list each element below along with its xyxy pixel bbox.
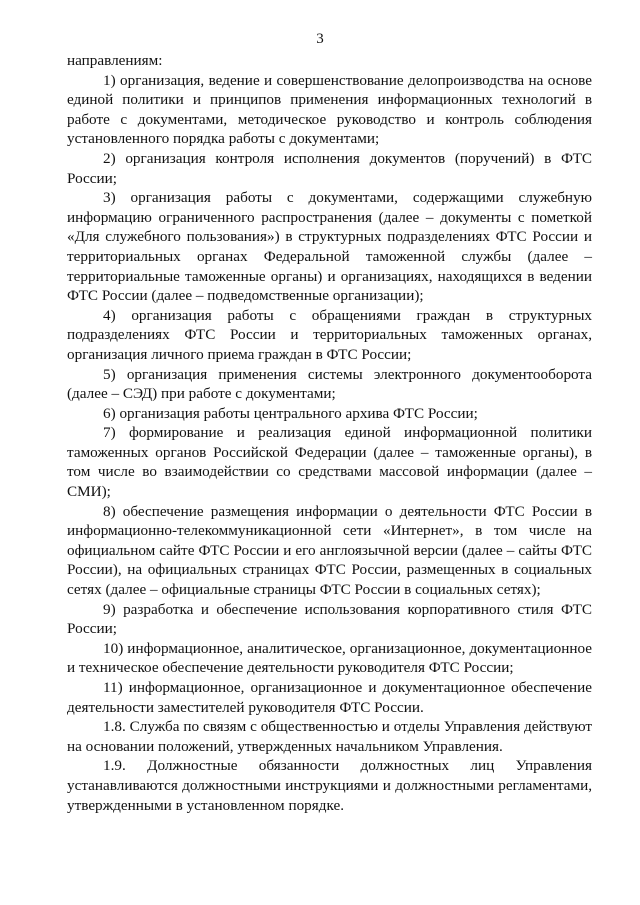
list-item-6: 6) организация работы центрального архива ФТС России;: [103, 404, 478, 422]
list-item-9: 9) разработка и обеспечение использования корпоративного стиля ФТС России;: [67, 600, 592, 638]
list-item-2: 2) организация контроля исполнения документов (поручений) в ФТС России;: [67, 149, 592, 187]
list-item-4: 4) организация работы с обращениями граждан в структурных подразделениях ФТС России и территориальных таможенных органах, организация личного приема граждан в ФТС России;: [67, 306, 592, 363]
list-item-1: 1) организация, ведение и совершенствование делопроизводства на основе единой политики и принципов применения информационных технологий в работе с документами, методическое руководство и контроль соблюдения установленного порядка работы с документами;: [67, 71, 592, 148]
list-item-7: 7) формирование и реализация единой информационной политики таможенных органов Российской Федерации (далее – таможенные органы), в том числе во взаимодействии со средствами массовой информации (далее – СМИ);: [67, 424, 592, 501]
list-item-10: 10) информационное, аналитическое, организационное, документационное и техническое обеспечение деятельности руководителя ФТС России;: [67, 639, 592, 677]
paragraph-continuation: направлениям:: [67, 52, 163, 69]
section-1-8: 1.8. Служба по связям с общественностью и отделы Управления действуют на основании положений, утвержденных начальником Управления.: [67, 718, 592, 755]
list-item-5: 5) организация применения системы электронного документооборота (далее – СЭД) при работе с документами;: [67, 365, 592, 403]
list-item-8: 8) обеспечение размещения информации о деятельности ФТС России в информационно-телекоммуникационной сети «Интернет», в том числе на официальном сайте ФТС России и его англоязычной версии (далее – сайты ФТС России), на официальных страницах ФТС России, размещенных в социальных сетях (далее – официальные страницы ФТС России в социальных сетях);: [67, 502, 592, 599]
list-item-3: 3) организация работы с документами, содержащими служебную информацию ограниченного распространения (далее – документы с пометкой «Для служебного пользования») в структурных подразделениях ФТС России и территориальных органах Федеральной таможенной службы (далее – территориальные таможенные органы) и организациях, находящихся в ведении ФТС России (далее – подведомственные организации);: [67, 189, 592, 305]
page-number: 3: [316, 31, 324, 47]
list-item-11: 11) информационное, организационное и документационное обеспечение деятельности заместителей руководителя ФТС России.: [67, 679, 592, 716]
document-body: [67, 51, 592, 815]
section-1-9: 1.9. Должностные обязанности должностных лиц Управления устанавливаются должностными инструкциями и должностными регламентами, утвержденными в установленном порядке.: [67, 757, 592, 814]
